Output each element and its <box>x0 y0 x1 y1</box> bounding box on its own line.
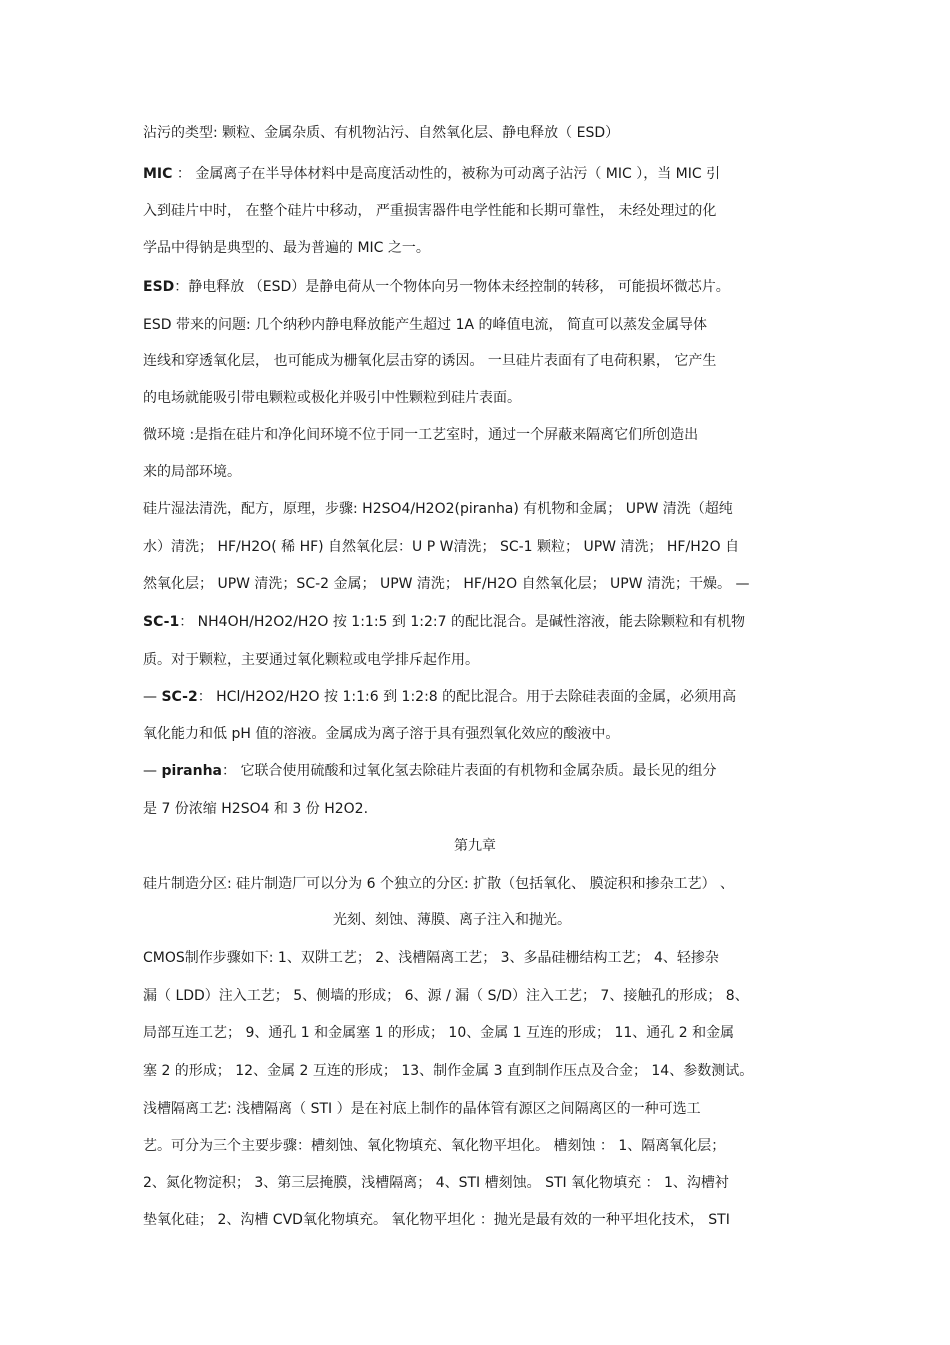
sc2-definition-line: — SC-2： HCl/H2O2/H2O 按 1:1:6 到 1:2:8 的配比混合。用于去除硅表面的金属，必须用高 <box>143 689 737 705</box>
chapter-heading: 第九章 <box>454 838 496 854</box>
paragraph-line: 是 7 份浓缩 H2SO4 和 3 份 H2O2. <box>143 801 369 817</box>
paragraph-line: 入到硅片中时， 在整个硅片中移动， 严重损害器件电学性能和长期可靠性， 未经处理过的化 <box>143 203 717 219</box>
paragraph-line: 氧化能力和低 pH 值的溶液。金属成为离子溶于具有强烈氧化效应的酸液中。 <box>143 726 620 742</box>
paragraph-line: 漏（ LDD）注入工艺； 5、侧墙的形成； 6、源 / 漏（ S/D）注入工艺； 7、接触孔的形成； 8、 <box>143 988 749 1004</box>
term-mic: MIC <box>143 166 173 182</box>
paragraph-line: 来的局部环境。 <box>143 464 241 480</box>
contamination-types-line: 沾污的类型: 颗粒、金属杂质、有机物沾污、自然氧化层、静电释放（ ESD） <box>143 125 620 141</box>
paragraph-line: 光刻、刻蚀、薄膜、离子注入和抛光。 <box>333 912 571 928</box>
paragraph-line: 水）清洗； HF/H2O( 稀 HF) 自然氧化层：U P W清洗； SC-1 颗粒； UPW 清洗； HF/H2O 自 <box>143 539 740 555</box>
esd-definition-line: ESD：静电释放 （ESD）是静电荷从一个物体向另一物体未经控制的转移， 可能损坏微芯片。 <box>143 279 730 295</box>
mic-definition-line: MIC ： 金属离子在半导体材料中是高度活动性的，被称为可动离子沾污（ MIC ），当 MIC 引 <box>143 166 721 182</box>
term-esd: ESD <box>143 279 175 295</box>
sti-line: 浅槽隔离工艺: 浅槽隔离（ STI ）是在衬底上制作的晶体管有源区之间隔离区的一种可选工 <box>143 1101 701 1117</box>
paragraph-line: 垫氧化硅； 2、沟槽 CVD氧化物填充。 氧化物平坦化 ：抛光是最有效的一种平坦化技术， STI <box>143 1212 730 1228</box>
wet-clean-line: 硅片湿法清洗，配方，原理，步骤: H2SO4/H2O2(piranha) 有机物和金属； UPW 清洗（超纯 <box>143 501 733 517</box>
paragraph-line: 塞 2 的形成； 12、金属 2 互连的形成； 13、制作金属 3 直到制作压点及合金； 14、参数测试。 <box>143 1063 754 1079</box>
paragraph-line: 局部互连工艺； 9、通孔 1 和金属塞 1 的形成； 10、金属 1 互连的形成； 11、通孔 2 和金属 <box>143 1025 735 1041</box>
paragraph-line: 学品中得钠是典型的、最为普遍的 MIC 之一。 <box>143 240 430 256</box>
term-sc1: SC-1 <box>143 614 180 630</box>
microenvironment-line: 微环境 :是指在硅片和净化间环境不位于同一工艺室时，通过一个屏蔽来隔离它们所创造出 <box>143 427 699 443</box>
paragraph-line: 连线和穿透氧化层， 也可能成为栅氧化层击穿的诱因。 一旦硅片表面有了电荷积累， 它产生 <box>143 353 717 369</box>
fab-zones-line: 硅片制造分区: 硅片制造厂可以分为 6 个独立的分区: 扩散（包括氧化、 膜淀积和掺杂工艺） 、 <box>143 876 735 892</box>
paragraph-line: 质。对于颗粒，主要通过氧化颗粒或电学排斥起作用。 <box>143 652 479 668</box>
term-sc2: SC-2 <box>161 689 198 705</box>
piranha-definition-line: — piranha： 它联合使用硫酸和过氧化氢去除硅片表面的有机物和金属杂质。最长见的组分 <box>143 763 717 779</box>
paragraph-line: 的电场就能吸引带电颗粒或极化并吸引中性颗粒到硅片表面。 <box>143 390 521 406</box>
cmos-steps-line: CMOS制作步骤如下: 1、双阱工艺； 2、浅槽隔离工艺； 3、多晶硅栅结构工艺； 4、轻掺杂 <box>143 950 719 966</box>
sc1-definition-line: SC-1： NH4OH/H2O2/H2O 按 1:1:5 到 1:2:7 的配比混合。是碱性溶液，能去除颗粒和有机物 <box>143 614 745 630</box>
term-piranha: piranha <box>161 763 223 779</box>
paragraph-line: 艺。可分为三个主要步骤：槽刻蚀、氧化物填充、氧化物平坦化。 槽刻蚀 ： 1、隔离氧化层； <box>143 1138 726 1154</box>
paragraph-line: 然氧化层； UPW 清洗；SC-2 金属； UPW 清洗； HF/H2O 自然氧化层； UPW 清洗；干燥。 — <box>143 576 750 592</box>
paragraph-line: 2、氮化物淀积； 3、第三层掩膜，浅槽隔离； 4、STI 槽刻蚀。 STI 氧化物填充 ： 1、沟槽衬 <box>143 1175 729 1191</box>
esd-problems-line: ESD 带来的问题: 几个纳秒内静电释放能产生超过 1A 的峰值电流， 简直可以蒸发金属导体 <box>143 317 707 333</box>
